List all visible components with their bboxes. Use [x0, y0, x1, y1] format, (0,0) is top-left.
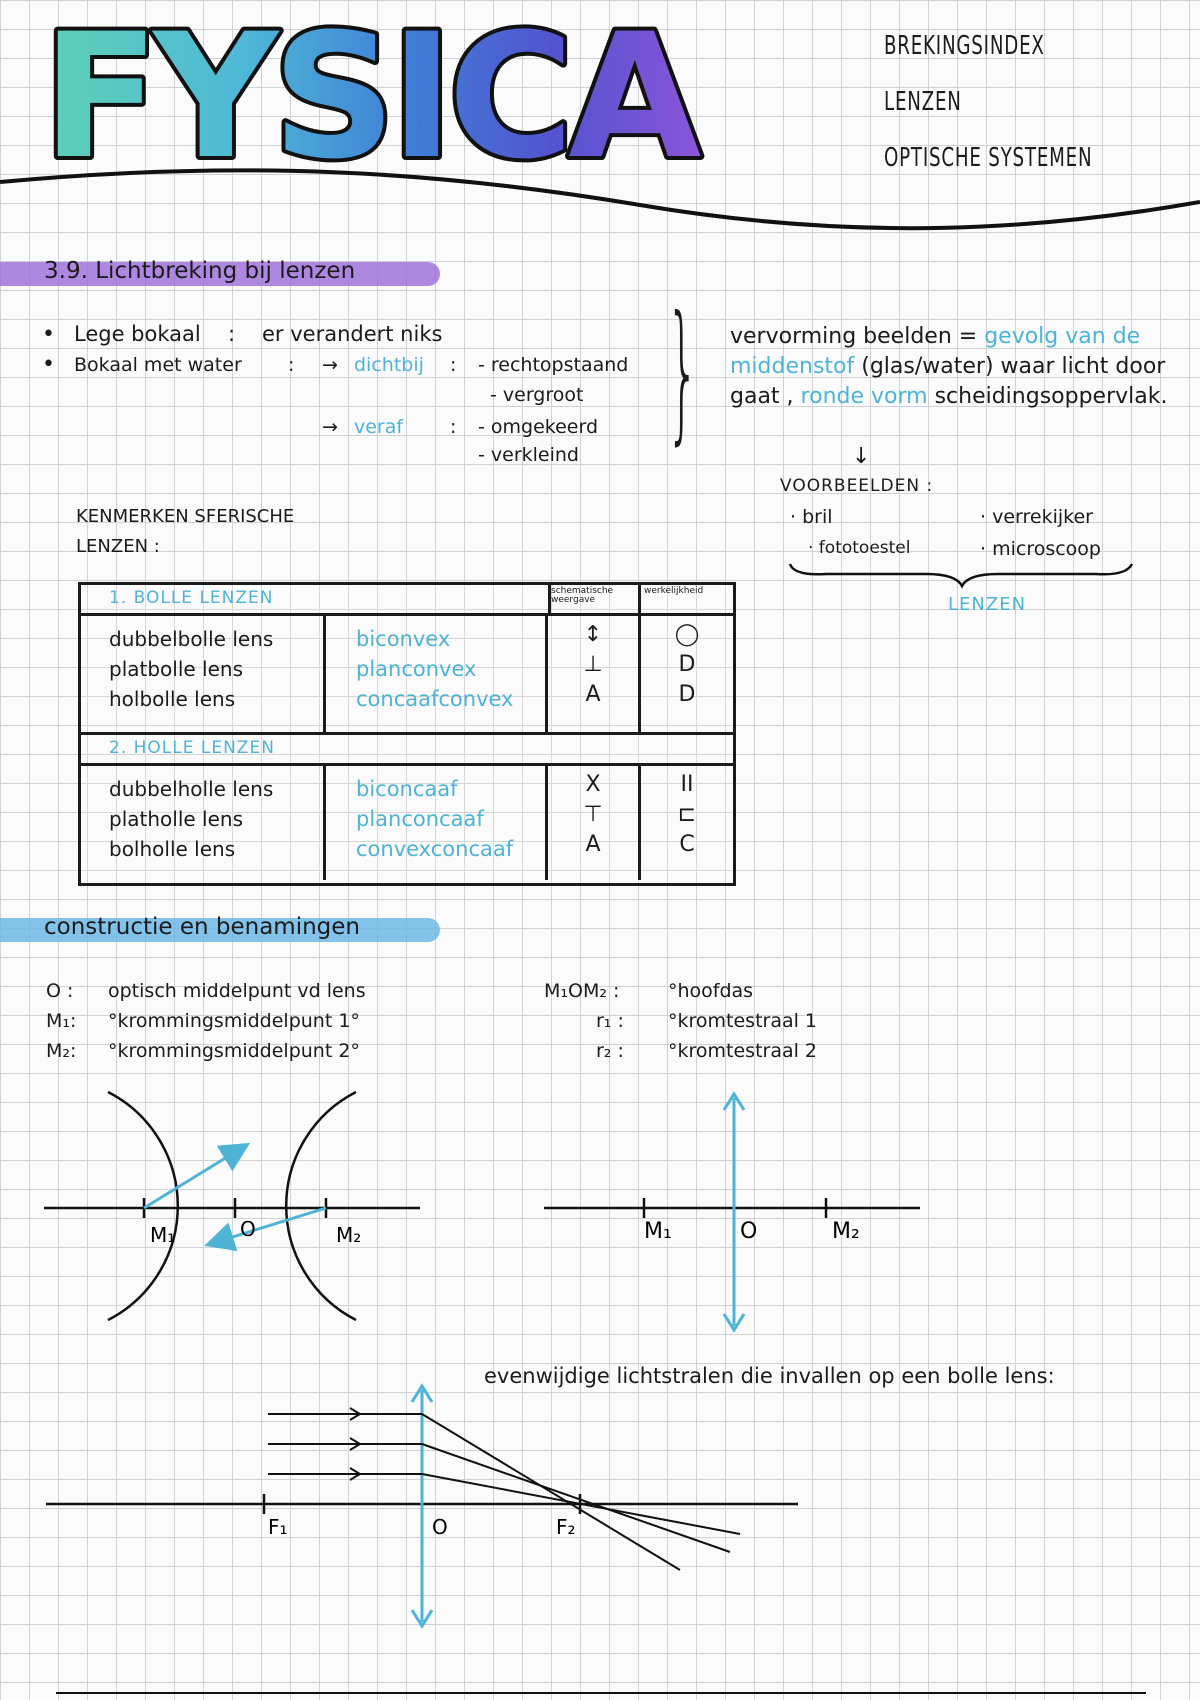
bullet-text: er verandert niks: [262, 322, 443, 346]
examples-heading: VOORBEELDEN :: [780, 476, 934, 496]
kenmerken-heading: LENZEN :: [76, 536, 160, 557]
axis-label: M₁: [150, 1223, 176, 1247]
def-text: °krommingsmiddelpunt 1°: [108, 1010, 360, 1032]
schematic-symbol: A: [585, 832, 601, 857]
schematic-symbol: ⊥: [583, 652, 603, 677]
real-lens-symbol: II: [680, 772, 694, 797]
header-wave-divider: [0, 160, 1200, 250]
table-row: [81, 616, 733, 735]
page-title: FYSICA: [42, 8, 696, 178]
lens-construction-diagram: [40, 1080, 440, 1340]
axis-label: F₂: [556, 1515, 576, 1539]
refracted-ray: [422, 1444, 730, 1552]
def-symbol: M₁:: [46, 1010, 77, 1032]
column-header: schematische weergave: [551, 586, 614, 605]
lens-term: convexconcaaf: [356, 837, 514, 861]
def-text: °kromtestraal 1: [668, 1010, 818, 1032]
section-heading-constructie: [0, 914, 440, 944]
example-item: · bril: [790, 506, 833, 528]
far-label: veraf: [354, 416, 404, 438]
def-text: °kromtestraal 2: [668, 1040, 818, 1062]
def-symbol: O :: [46, 980, 74, 1002]
schematic-symbol: ⊤: [583, 802, 603, 827]
explanation-part: scheidingsoppervlak.: [927, 384, 1168, 409]
bullet-label: Lege bokaal: [74, 322, 201, 346]
real-lens-symbol: D: [678, 682, 696, 707]
far-item: - verkleind: [478, 444, 579, 466]
near-sep: :: [450, 354, 457, 376]
axis-label: F₁: [268, 1515, 288, 1539]
bullet-dot: •: [42, 352, 55, 377]
real-lens-symbol: C: [679, 832, 695, 857]
def-symbol: r₂ :: [596, 1040, 624, 1062]
explanation-highlight: gevolg van de middenstof: [730, 324, 1141, 379]
explanation-text: [730, 322, 1200, 412]
curvature-circle-2: [286, 1092, 356, 1320]
lens-term: planconcaaf: [356, 807, 484, 831]
table-category-row: [81, 735, 733, 766]
down-arrow-icon: ↓: [852, 444, 871, 469]
example-item: · fototoestel: [808, 538, 911, 558]
category-label: 2. HOLLE LENZEN: [109, 738, 275, 758]
refracted-ray: [422, 1414, 680, 1570]
explanation-highlight: ronde vorm: [800, 384, 928, 409]
kenmerken-heading: KENMERKEN SFERISCHE: [76, 506, 295, 527]
lens-name: platholle lens: [109, 807, 243, 831]
section-heading-text: constructie en benamingen: [44, 914, 361, 940]
far-item: - omgekeerd: [478, 416, 599, 438]
lens-table: [78, 582, 736, 886]
parallel-rays-caption: evenwijdige lichtstralen die invallen op een bolle lens:: [484, 1364, 1055, 1388]
section-heading-lichtbreking: [0, 258, 440, 288]
def-text: °krommingsmiddelpunt 2°: [108, 1040, 360, 1062]
principal-axis-diagram: [540, 1080, 940, 1340]
real-lens-symbol: D: [678, 652, 696, 677]
right-brace: }: [666, 285, 700, 459]
topic-item: OPTISCHE SYSTEMEN: [884, 143, 1093, 173]
radius-arrow-2: [210, 1208, 326, 1244]
far-sep: :: [450, 416, 457, 438]
parallel-rays-diagram: [40, 1378, 820, 1634]
lens-name: dubbelholle lens: [109, 777, 274, 801]
schematic-symbol: X: [585, 772, 601, 797]
def-symbol: M₁OM₂ :: [544, 980, 620, 1002]
axis-label: M₂: [336, 1223, 362, 1247]
lens-term: biconcaaf: [356, 777, 458, 801]
def-text: °hoofdas: [668, 980, 754, 1002]
example-item: · microscoop: [980, 538, 1101, 560]
bullet-sep: :: [288, 354, 295, 376]
arrow-icon: →: [322, 416, 338, 438]
axis-label: O: [740, 1219, 758, 1244]
example-item: · verrekijker: [980, 506, 1093, 528]
table-row: [81, 766, 733, 880]
real-lens-symbol: ◯: [674, 622, 700, 647]
axis-label: O: [432, 1515, 448, 1539]
real-lens-symbol: ⊏: [677, 802, 697, 827]
axis-label: M₂: [832, 1219, 860, 1244]
bottom-rule: [56, 1692, 1146, 1694]
explanation-part: (glas/water) waar licht door gaat ,: [730, 354, 1166, 409]
near-label: dichtbij: [354, 354, 424, 376]
bullet-dot: •: [42, 322, 55, 347]
lens-term: planconvex: [356, 657, 477, 681]
bullet-sep: :: [228, 322, 236, 346]
radius-arrow-1: [144, 1146, 245, 1208]
section-heading-text: 3.9. Lichtbreking bij lenzen: [44, 258, 356, 284]
column-header: werkelijkheid: [644, 586, 704, 596]
examples-group-label: LENZEN: [948, 594, 1027, 615]
def-text: optisch middelpunt vd lens: [108, 980, 366, 1002]
lens-name: platbolle lens: [109, 657, 244, 681]
bullet-label: Bokaal met water: [74, 354, 242, 376]
lens-name: dubbelbolle lens: [109, 627, 274, 651]
topic-item: BREKINGSINDEX: [884, 31, 1045, 61]
axis-label: O: [240, 1217, 256, 1241]
lens-term: biconvex: [356, 627, 451, 651]
near-item: - rechtopstaand: [478, 354, 629, 376]
page-title-graphic: [38, 8, 878, 178]
lens-name: holbolle lens: [109, 687, 236, 711]
explanation-part: vervorming beelden =: [730, 324, 985, 349]
bottom-brace: [786, 560, 1136, 590]
def-symbol: r₁ :: [596, 1010, 624, 1032]
arrow-icon: →: [322, 354, 338, 376]
table-category-row: [81, 585, 733, 616]
schematic-symbol: ↕: [583, 622, 603, 647]
schematic-symbol: A: [585, 682, 601, 707]
near-item: - vergroot: [490, 384, 584, 406]
topic-item: LENZEN: [884, 87, 962, 117]
axis-label: M₁: [644, 1219, 672, 1244]
lens-name: bolholle lens: [109, 837, 236, 861]
category-label: 1. BOLLE LENZEN: [109, 588, 274, 608]
def-symbol: M₂:: [46, 1040, 77, 1062]
lens-term: concaafconvex: [356, 687, 514, 711]
